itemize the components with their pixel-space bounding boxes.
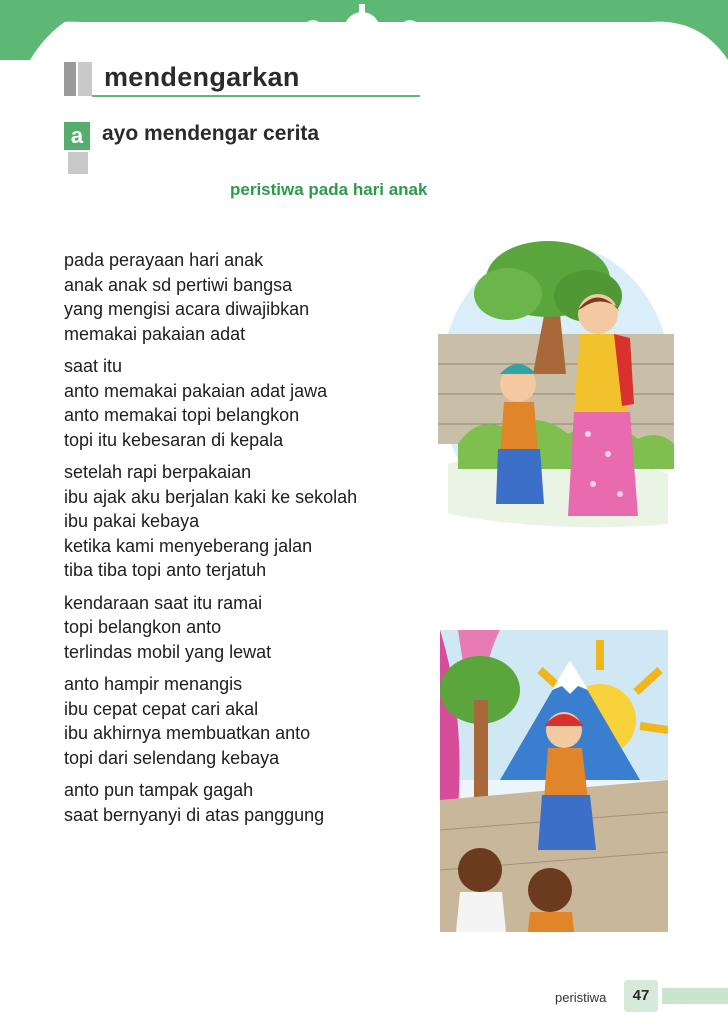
stanza — [64, 354, 464, 452]
story-line: topi belangkon anto — [64, 617, 222, 637]
activity-marker-tail — [68, 152, 88, 174]
story-line: tiba tiba topi anto terjatuh — [64, 560, 267, 580]
footer-chapter-label: peristiwa — [555, 990, 607, 1005]
page-footer — [0, 978, 728, 1018]
stanza — [64, 778, 464, 827]
activity-title: ayo mendengar cerita — [102, 122, 320, 145]
top-decorative-band — [0, 0, 728, 60]
story-line: anto memakai pakaian adat jawa — [64, 380, 328, 401]
story-line: anak anak sd pertiwi bangsa — [64, 274, 293, 295]
story-title: peristiwa pada hari anak — [230, 180, 428, 199]
footer-decorative-bar — [662, 988, 728, 1004]
story-line: ibu cepat cepat cari akal — [64, 698, 259, 719]
story-line: terlindas mobil yang lewat — [64, 641, 272, 662]
story-line: kendaraan saat itu ramai — [64, 592, 263, 613]
stanza — [64, 248, 464, 346]
page-number: 47 — [624, 980, 658, 1012]
section-marker — [64, 62, 76, 96]
story-line: ibu pakai kebaya — [64, 511, 200, 531]
activity-letter-badge: a — [64, 122, 90, 150]
section-title: mendengarkan — [104, 62, 300, 92]
story-line: anto hampir menangis — [64, 674, 243, 694]
story-line: topi dari selendang kebaya — [64, 747, 280, 768]
story-line: yang mengisi acara diwajibkan — [64, 299, 310, 319]
story-line: anto memakai topi belangkon — [64, 405, 300, 425]
illustration-singing-on-stage — [440, 630, 668, 932]
story-line: pada perayaan hari anak — [64, 250, 264, 270]
story-text — [64, 248, 464, 835]
story-line: ibu ajak aku berjalan kaki ke sekolah — [64, 486, 358, 507]
section-header — [64, 62, 420, 98]
story-line: anto pun tampak gagah — [64, 780, 254, 800]
section-underline — [92, 95, 420, 97]
story-line: saat bernyanyi di atas panggung — [64, 804, 325, 825]
story-line: ibu akhirnya membuatkan anto — [64, 723, 311, 743]
stanza — [64, 460, 464, 583]
illustration-walking-to-school — [438, 234, 674, 534]
story-line: memakai pakaian adat — [64, 323, 246, 344]
story-line: ketika kami menyeberang jalan — [64, 535, 313, 556]
section-marker-light — [78, 62, 92, 96]
story-line: saat itu — [64, 356, 123, 376]
stanza — [64, 672, 464, 770]
stanza — [64, 591, 464, 665]
story-line: setelah rapi berpakaian — [64, 462, 252, 482]
story-line: topi itu kebesaran di kepala — [64, 429, 284, 450]
